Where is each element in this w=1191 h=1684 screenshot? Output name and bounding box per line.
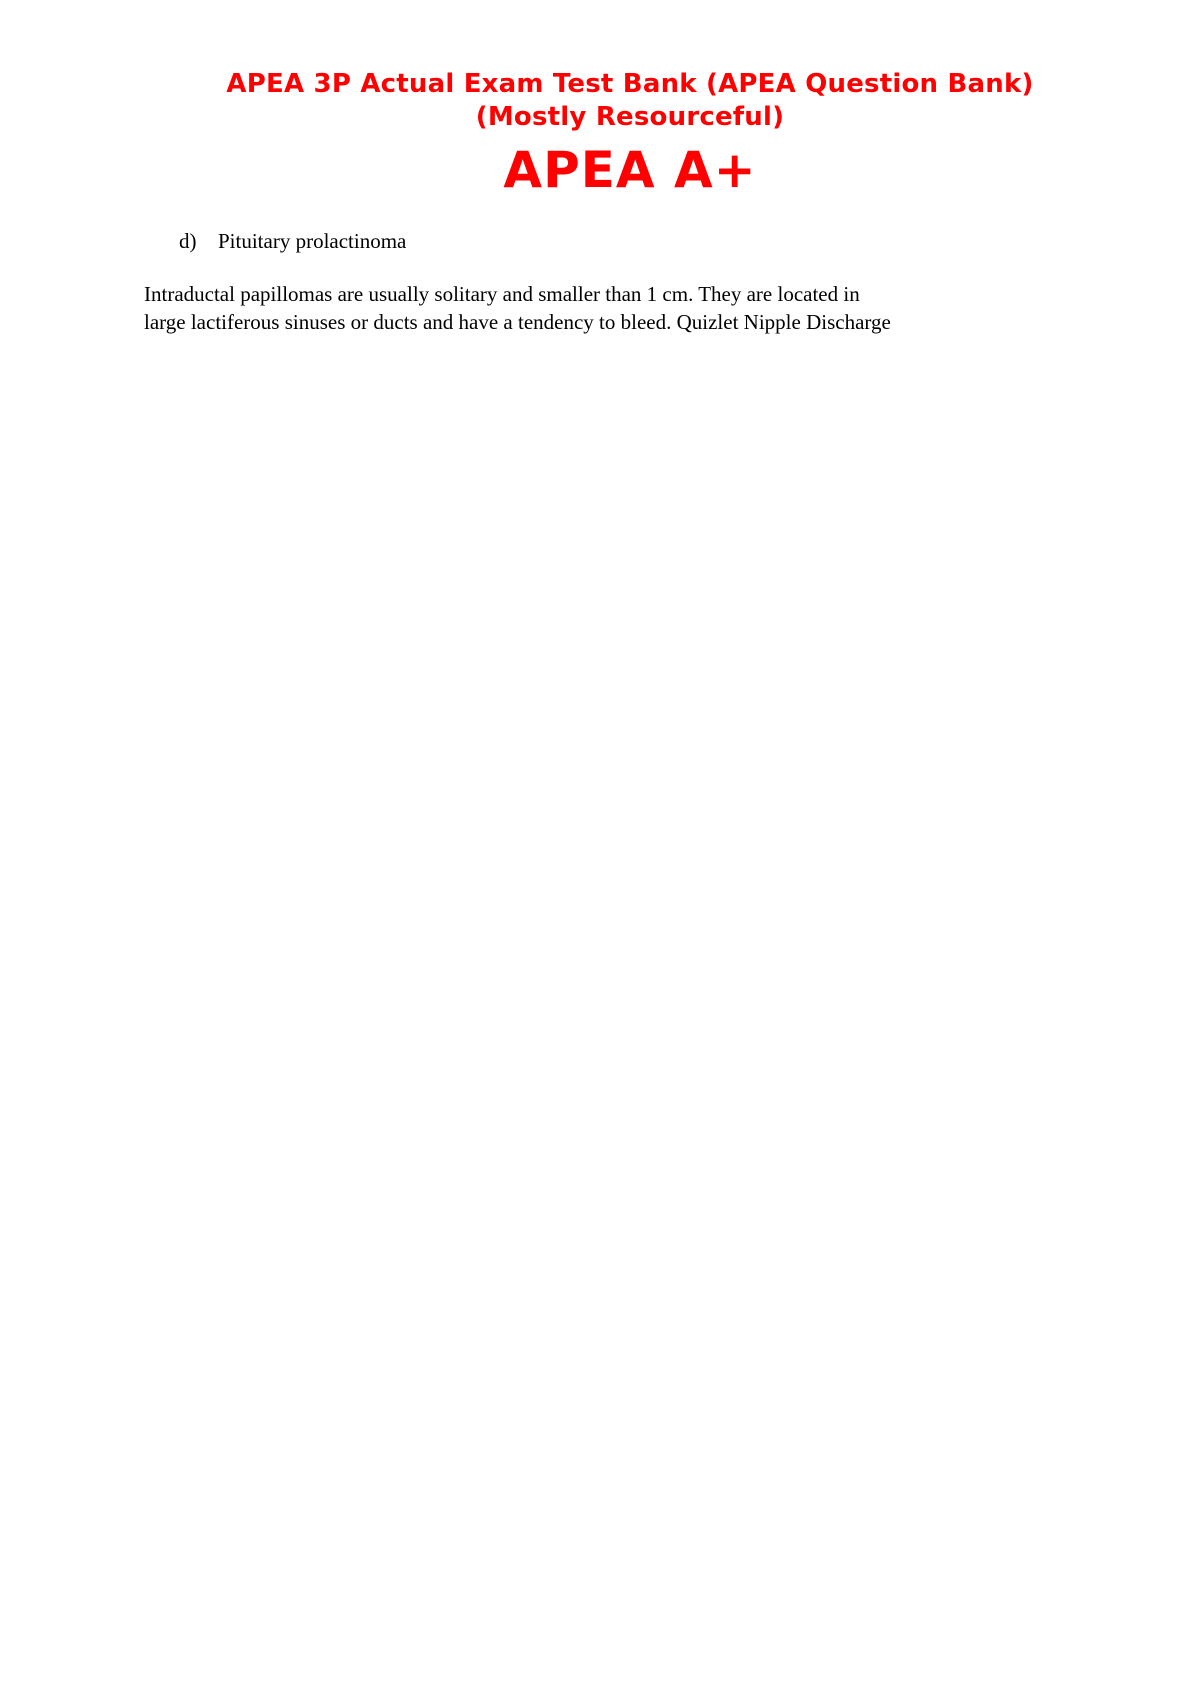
paragraph-line-2-text: large lactiferous sinuses or ducts and have a tendency to bleed. xyxy=(144,310,677,334)
paragraph-line-2 xyxy=(144,308,1044,336)
document-header xyxy=(190,68,1070,134)
option-text: Pituitary prolactinoma xyxy=(218,229,407,253)
header-title-line-1: APEA 3P Actual Exam Test Bank (APEA Question Bank) xyxy=(226,69,1034,99)
paragraph-line-1: Intraductal papillomas are usually solitary and smaller than 1 cm. They are located in xyxy=(144,282,860,306)
explanation-paragraph xyxy=(144,280,1044,336)
option-marker: d) xyxy=(179,229,197,253)
header-title-line-2: (Mostly Resourceful) xyxy=(475,102,785,132)
source-reference: Quizlet Nipple Discharge xyxy=(676,310,891,334)
answer-option-d xyxy=(179,228,406,254)
big-title: APEA A+ xyxy=(503,141,757,199)
